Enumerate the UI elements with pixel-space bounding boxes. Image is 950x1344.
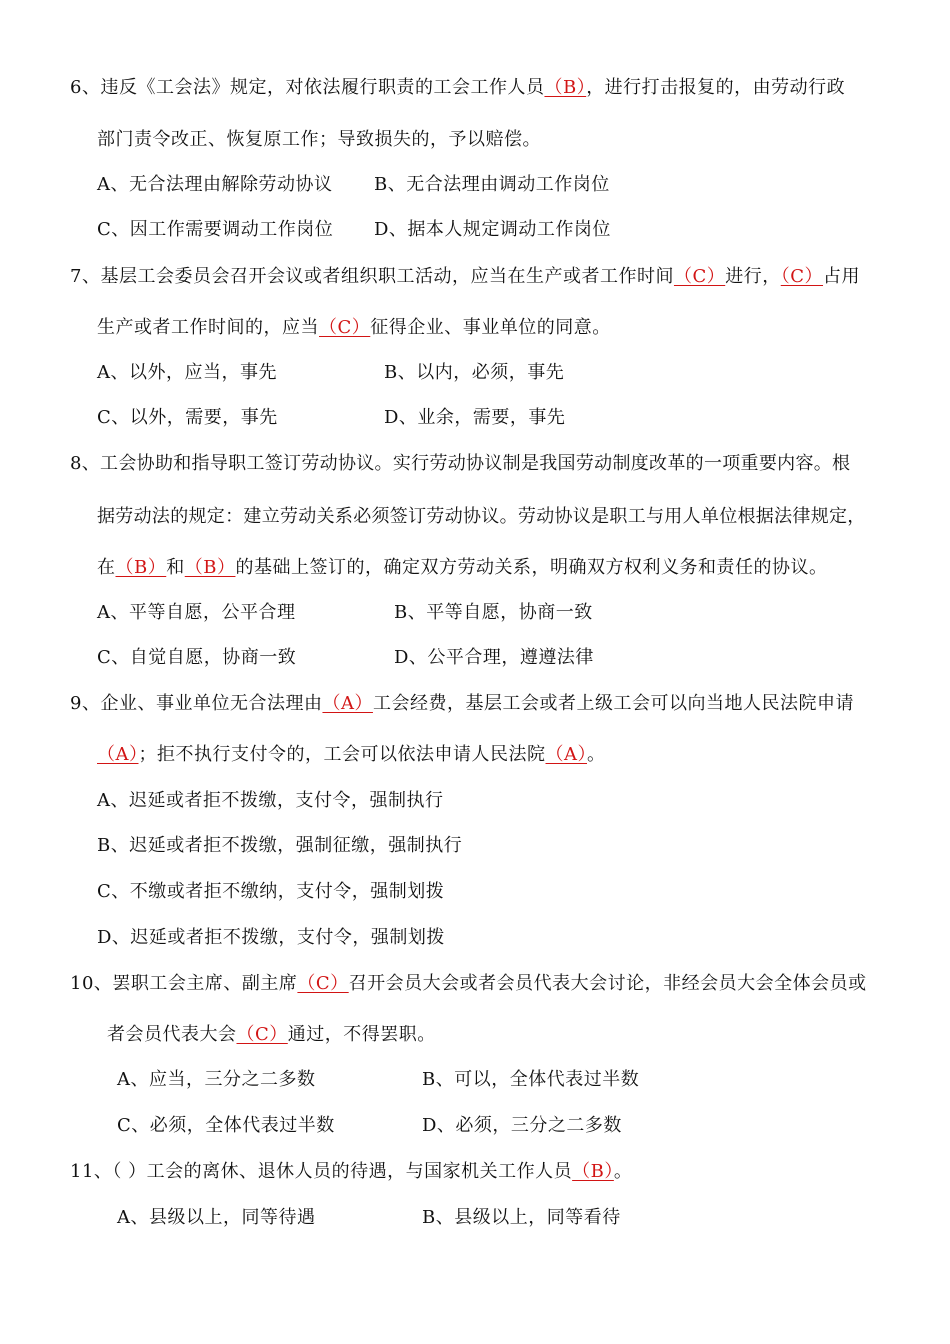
q7-stem-line2 — [97, 316, 611, 340]
q10-text: 10、罢职工会主席、副主席 — [70, 973, 298, 994]
q7-answer-2: （C） — [780, 266, 824, 287]
q7-option-a: A、以外，应当，事先 — [97, 362, 277, 383]
q9-text: 9、企业、事业单位无合法理由 — [70, 693, 323, 714]
q11-text: 11、（ ）工会的离休、退休人员的待遇，与国家机关工作人员 — [70, 1161, 573, 1182]
q11-answer-1: （B） — [572, 1161, 614, 1182]
q9-answer-3: （A） — [545, 744, 587, 765]
q7-text: 进行， — [725, 266, 781, 287]
q8-option-c: C、自觉自愿，协商一致 — [97, 647, 297, 668]
q8-option-a: A、平等自愿，公平合理 — [97, 602, 296, 623]
q10-stem-line1 — [70, 972, 867, 996]
q10-stem-line2 — [107, 1023, 436, 1047]
q8-option-d: D、公平合理，遵遵法律 — [394, 647, 594, 668]
q11-option-b: B、县级以上，同等看待 — [422, 1207, 621, 1228]
q6-option-b: B、无合法理由调动工作岗位 — [374, 174, 610, 195]
q7-text: 生产或者工作时间的，应当 — [97, 317, 319, 338]
q6-stem-line2: 部门责令改正、恢复原工作；导致损失的，予以赔偿。 — [97, 129, 541, 150]
q6-text: ，进行打击报复的，由劳动行政 — [586, 77, 846, 98]
q6-stem-line1 — [70, 76, 845, 100]
q6-text: 6、违反《工会法》规定，对依法履行职责的工会工作人员 — [70, 77, 545, 98]
q10-option-c: C、必须，全体代表过半数 — [117, 1115, 335, 1136]
q7-text: 7、基层工会委员会召开会议或者组织职工活动，应当在生产或者工作时间 — [70, 266, 674, 287]
q7-option-c: C、以外，需要，事先 — [97, 407, 278, 428]
q8-text: 的基础上签订的，确定双方劳动关系，明确双方权利义务和责任的协议。 — [235, 557, 828, 578]
q10-text: 通过，不得罢职。 — [287, 1024, 436, 1045]
q7-answer-1: （C） — [673, 266, 726, 287]
q11-text: 。 — [613, 1161, 633, 1182]
q9-answer-1: （A） — [322, 693, 373, 714]
q8-stem-line1: 8、工会协助和指导职工签订劳动协议。实行劳动协议制是我国劳动制度改革的一项重要内容。根 — [70, 453, 851, 474]
q9-text: 工会经费，基层工会或者上级工会可以向当地人民法院申请 — [372, 693, 854, 714]
q6-option-a: A、无合法理由解除劳动协议 — [97, 174, 333, 195]
q8-text: 在 — [97, 557, 116, 578]
q11-option-a: A、县级以上，同等待遇 — [117, 1207, 316, 1228]
q9-option-b: B、迟延或者拒不拨缴，强制征缴，强制执行 — [97, 835, 463, 856]
q8-option-b: B、平等自愿，协商一致 — [394, 602, 593, 623]
q8-stem-line2: 据劳动法的规定：建立劳动关系必须签订劳动协议。劳动协议是职工与用人单位根据法律规定， — [97, 506, 866, 527]
q10-text: 者会员代表大会 — [107, 1024, 237, 1045]
q8-answer-1: （B） — [115, 557, 167, 578]
q9-answer-2: （A） — [97, 744, 139, 765]
q10-option-d: D、必须，三分之二多数 — [422, 1115, 622, 1136]
q7-option-b: B、以内，必须，事先 — [384, 362, 565, 383]
q9-text: 。 — [587, 744, 606, 765]
q9-option-d: D、迟延或者拒不拨缴，支付令，强制划拨 — [97, 927, 445, 948]
q7-text: 占用 — [823, 266, 861, 287]
q8-answer-2: （B） — [184, 557, 236, 578]
q9-stem-line2 — [97, 743, 606, 767]
q8-stem-line3 — [97, 556, 827, 580]
q9-option-c: C、不缴或者拒不缴纳，支付令，强制划拨 — [97, 881, 445, 902]
q6-option-c: C、因工作需要调动工作岗位 — [97, 219, 334, 240]
q6-option-d: D、据本人规定调动工作岗位 — [374, 219, 611, 240]
q8-text: 和 — [166, 557, 185, 578]
q7-text: 征得企业、事业单位的同意。 — [370, 317, 611, 338]
q10-option-b: B、可以，全体代表过半数 — [422, 1069, 640, 1090]
q10-answer-1: （C） — [297, 973, 349, 994]
q10-text: 召开会员大会或者会员代表大会讨论，非经会员大会全体会员或 — [348, 973, 867, 994]
q11-stem-line1 — [70, 1160, 632, 1184]
q9-option-a: A、迟延或者拒不拨缴，支付令，强制执行 — [97, 790, 444, 811]
q7-stem-line1 — [70, 265, 860, 289]
q7-option-d: D、业余，需要，事先 — [384, 407, 566, 428]
q10-option-a: A、应当，三分之二多数 — [117, 1069, 316, 1090]
q9-text: ；拒不执行支付令的，工会可以依法申请人民法院 — [138, 744, 546, 765]
q7-answer-3: （C） — [319, 317, 371, 338]
q6-answer-1: （B） — [544, 77, 587, 98]
q9-stem-line1 — [70, 692, 854, 716]
q10-answer-2: （C） — [236, 1024, 288, 1045]
